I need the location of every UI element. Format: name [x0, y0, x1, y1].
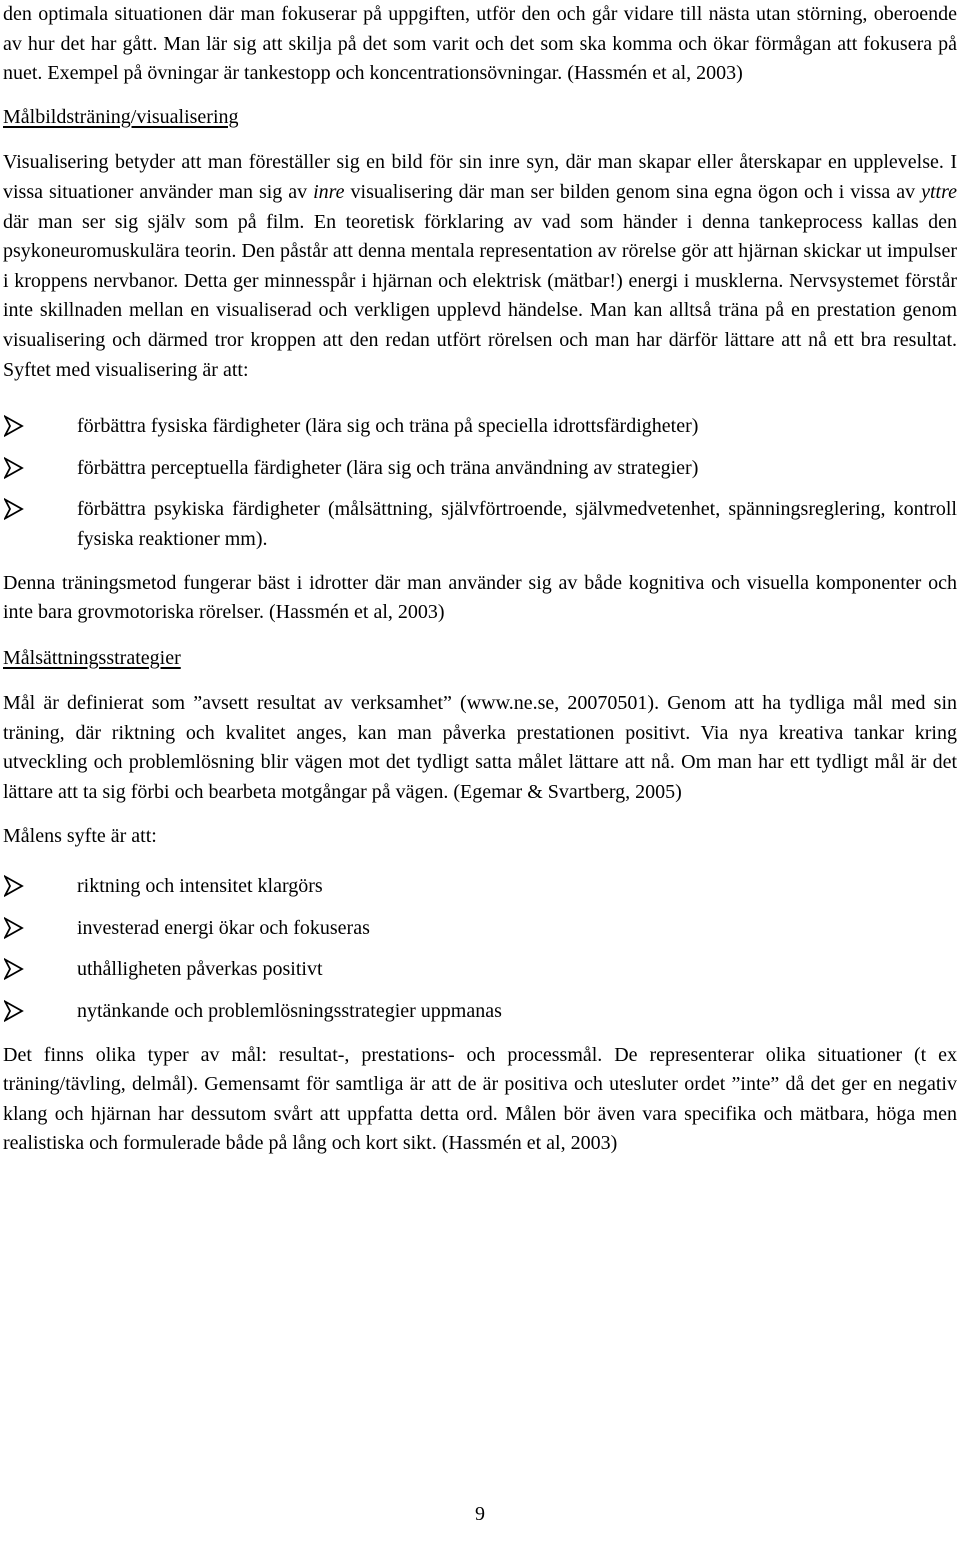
list-item-text: förbättra perceptuella färdigheter (lära sig och träna användning av strategier): [77, 456, 699, 479]
arrowhead-bullet-icon: [4, 1000, 24, 1022]
list-item: [3, 872, 957, 902]
list-item-text: nytänkande och problemlösningsstrategier uppmanas: [77, 1000, 502, 1023]
list-item-text: uthålligheten påverkas positivt: [77, 958, 323, 981]
list-item-text: förbättra fysiska färdigheter (lära sig och träna på speciella idrottsfärdigheter): [77, 415, 699, 438]
arrowhead-bullet-icon: [4, 875, 24, 897]
arrowhead-bullet-icon: [4, 958, 24, 980]
list-item-text: förbättra psykiska färdigheter (målsättning, självförtroende, självmedvetenhet, spänningsreglering, kontroll fysiska reaktioner mm).: [77, 498, 957, 550]
arrowhead-bullet-icon: [4, 415, 24, 437]
list-item: [3, 412, 957, 442]
visualisering-bullet-list: [3, 412, 957, 554]
arrowhead-bullet-icon: [4, 498, 24, 520]
intro-paragraph: den optimala situationen där man fokuserar på uppgiften, utför den och går vidare till nästa utan störning, oberoende av hur det har gått. Man lär sig att skilja på det som varit och det som ska komma och ökar förmågan att fokusera på nuet. Exempel på övningar är tankestopp och koncentrationsövningar. (Hassmén et al, 2003): [3, 3, 957, 85]
list-item-text: riktning och intensitet klargörs: [77, 875, 323, 898]
page-number: 9: [475, 1503, 485, 1525]
emphasis-yttre: yttre: [921, 180, 957, 203]
maltyper-paragraph: Det finns olika typer av mål: resultat-, prestations- och processmål. De representerar olika situationer (t ex träning/tävling, delmål). Gemensamt för samtliga är att de är positiva och utesluter ordet ”inte” då det ger en negativ klang och hjärnan har dessutom svårt att uppfatta detta ord. Målen bör även vara specifika och mätbara, höga men realistiska och formulerade både på lång och kort sikt. (Hassmén et al, 2003): [3, 1043, 957, 1155]
arrowhead-bullet-icon: [4, 457, 24, 479]
document-page: [3, 0, 957, 1159]
text-run: där man ser sig själv som på film. En teoretisk förklaring av vad som händer i denna tankeprocess kallas den psykoneuromuskulära teorin. Den påstår att denna mentala representation av rörelse gör att hjärnan skickar ut impulser i kroppens nervbanor. Detta ger minnesspår i hjärnan och elektrisk (mätbar!) energi i musklerna. Nervsystemet förstår inte skillnaden mellan en visualiserad och verkligen upplevd händelse. Man kan alltså träna på en prestation genom visualisering och därmed tror kroppen att den redan utfört rörelsen och man har därför lättare att nå ett bra resultat. Syftet med visualisering är att:: [3, 210, 957, 381]
text-run: Visualisering betyder att man föreställer sig en bild för sin inre syn, där man skapar eller återskapar en upplevelse. I vissa situationer använder man sig av: [3, 151, 957, 203]
malens-syfte-label: Målens syfte är att:: [3, 824, 157, 847]
malsattning-paragraph: Mål är definierat som ”avsett resultat av verksamhet” (www.ne.se, 20070501). Genom att ha tydliga mål med sin träning, där riktning och kvalitet anges, kan man påverka prestationen positivt. Via nya kreativa tankar kring utveckling och problemlösning blir vägen mot det tydligt satta målet lättare att nå. Om man har ett tydligt mål är det lättare att ta sig förbi och bearbeta motgångar på vägen. (Egemar & Svartberg, 2005): [3, 692, 957, 804]
list-item: [3, 997, 957, 1027]
arrowhead-bullet-icon: [4, 917, 24, 939]
text-run: visualisering där man ser bilden genom sina egna ögon och i vissa av: [344, 180, 922, 203]
emphasis-inre: inre: [313, 180, 345, 203]
section-heading-visualisering: Målbildsträning/visualisering: [3, 105, 239, 128]
list-item: [3, 955, 957, 985]
section-heading-malsattning: Målsättningsstrategier: [3, 646, 181, 669]
visualisering-paragraph: [3, 148, 957, 385]
list-item: [3, 914, 957, 944]
list-item: [3, 495, 957, 554]
list-item: [3, 454, 957, 484]
malsattning-bullet-list: [3, 872, 957, 1026]
list-item-text: investerad energi ökar och fokuseras: [77, 916, 370, 939]
visualisering-closing-paragraph: Denna träningsmetod fungerar bäst i idrotter där man använder sig av både kognitiva och visuella komponenter och inte bara grovmotoriska rörelser. (Hassmén et al, 2003): [3, 571, 957, 624]
